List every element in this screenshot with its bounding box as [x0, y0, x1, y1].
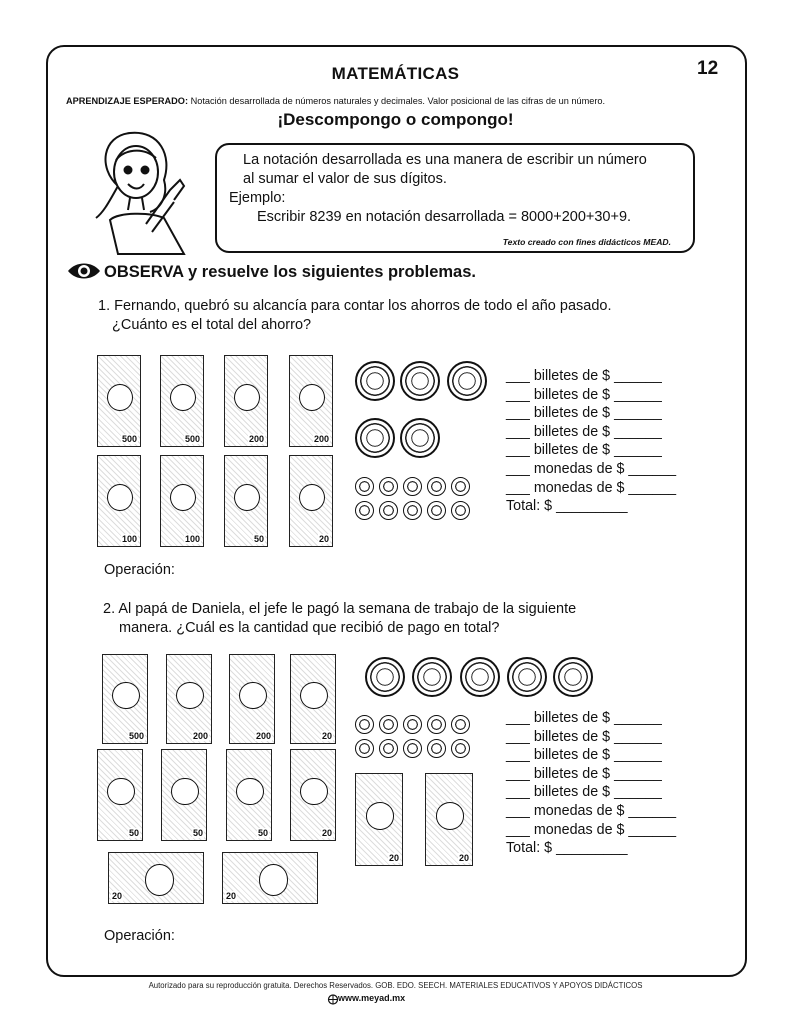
problem-1-operation: Operación: [104, 562, 175, 578]
large-coin-icon [400, 361, 440, 401]
banknote-denomination: 20 [318, 534, 329, 544]
small-coin-icon [355, 477, 374, 496]
small-coin-icon [379, 715, 398, 734]
banknote-denomination: 50 [253, 534, 264, 544]
small-coin-icon [403, 715, 422, 734]
small-coin-icon [355, 739, 374, 758]
large-coin-icon [400, 418, 440, 458]
answer-line[interactable]: ___ billetes de $ ______ [506, 747, 662, 764]
answer-line[interactable]: ___ billetes de $ ______ [506, 728, 662, 745]
banknote-denomination: 50 [257, 828, 268, 838]
banknote-200 [166, 654, 212, 744]
small-coin-icon [403, 477, 422, 496]
banknote-200 [224, 355, 268, 447]
banknote-denomination: 100 [184, 534, 200, 544]
answer-line[interactable]: ___ billetes de $ ______ [506, 765, 662, 782]
problem-2-operation: Operación: [104, 928, 175, 944]
banknote-denomination: 200 [248, 434, 264, 444]
info-example: Escribir 8239 en notación desarrollada = 8000+200+30+9. [257, 209, 632, 225]
large-coin-icon [553, 657, 593, 697]
small-coin-icon [355, 501, 374, 520]
small-coin-icon [379, 477, 398, 496]
problem-1-line-1: 1. Fernando, quebró su alcancía para contar los ahorros de todo el año pasado. [98, 298, 612, 314]
answer-line[interactable]: ___ monedas de $ ______ [506, 821, 677, 838]
banknote-denomination: 500 [121, 434, 137, 444]
small-coin-icon [451, 477, 470, 496]
banknote-500 [102, 654, 148, 744]
banknote-denomination: 20 [321, 731, 332, 741]
portrait-icon [300, 682, 328, 709]
small-coin-icon [355, 715, 374, 734]
info-credit: Texto creado con fines didácticos MEAD. [502, 237, 671, 247]
info-box [215, 143, 695, 253]
banknote-denomination: 20 [388, 853, 399, 863]
answer-line[interactable]: ___ billetes de $ ______ [506, 368, 662, 384]
banknote-50 [226, 749, 272, 841]
portrait-icon [176, 682, 204, 709]
small-coin-icon [403, 739, 422, 758]
small-coin-icon [451, 739, 470, 758]
banknote-denomination: 200 [313, 434, 329, 444]
page-number: 12 [697, 58, 719, 79]
banknote-50 [224, 455, 268, 547]
info-line-1: La notación desarrollada es una manera de escribir un número [243, 152, 647, 168]
banknote-20 [290, 654, 336, 744]
page-title: MATEMÁTICAS [331, 64, 460, 83]
problem-2-answers [506, 709, 676, 858]
portrait-icon [112, 682, 140, 709]
portrait-icon [236, 778, 264, 806]
website-link[interactable]: www.meyad.mx [338, 993, 406, 1003]
small-coin-icon [427, 477, 446, 496]
portrait-icon [234, 484, 260, 512]
problem-2-line-2: manera. ¿Cuál es la cantidad que recibió de pago en total? [119, 620, 500, 636]
lesson-subtitle: ¡Descompongo o compongo! [277, 110, 514, 129]
answer-line[interactable]: ___ billetes de $ ______ [506, 423, 662, 440]
small-coin-icon [451, 501, 470, 520]
banknote-50 [161, 749, 207, 841]
portrait-icon [436, 802, 465, 830]
banknote-100 [97, 455, 141, 547]
banknote-denomination: 20 [226, 891, 237, 901]
banknote-denomination: 100 [121, 534, 137, 544]
info-line-2: al sumar el valor de sus dígitos. [243, 171, 447, 187]
portrait-icon [300, 778, 328, 806]
large-coin-icon [355, 361, 395, 401]
banknote-20 [222, 852, 318, 904]
portrait-icon [107, 484, 133, 512]
small-coin-icon [451, 715, 470, 734]
banknote-denomination: 20 [321, 828, 332, 838]
expected-learning-label: APRENDIZAJE ESPERADO: [66, 96, 189, 106]
banknote-20 [425, 773, 473, 866]
banknote-500 [160, 355, 204, 447]
banknote-50 [97, 749, 143, 841]
portrait-icon [107, 384, 133, 412]
portrait-icon [170, 384, 196, 412]
expected-learning [66, 96, 605, 106]
banknote-200 [229, 654, 275, 744]
banknote-denomination: 500 [128, 731, 144, 741]
banknote-100 [160, 455, 204, 547]
eye-icon [66, 261, 102, 281]
answer-line[interactable]: ___ billetes de $ ______ [506, 405, 662, 422]
small-coin-icon [427, 715, 446, 734]
answer-line[interactable]: ___ billetes de $ ______ [506, 386, 662, 403]
banknote-denomination: 200 [192, 731, 208, 741]
instruction: OBSERVA y resuelve los siguientes problemas. [104, 263, 476, 281]
portrait-icon [299, 384, 325, 412]
answer-line[interactable]: ___ billetes de $ ______ [506, 442, 662, 459]
portrait-icon [107, 778, 135, 806]
banknote-20 [289, 455, 333, 547]
portrait-icon [259, 864, 288, 895]
banknote-200 [289, 355, 333, 447]
portrait-icon [299, 484, 325, 512]
small-coin-icon [427, 501, 446, 520]
banknote-denomination: 20 [458, 853, 469, 863]
large-coin-icon [447, 361, 487, 401]
answer-line[interactable]: ___ monedas de $ ______ [506, 479, 677, 496]
problem-1-answers [506, 367, 676, 516]
banknote-20 [108, 852, 204, 904]
large-coin-icon [365, 657, 405, 697]
answer-line[interactable]: ___ billetes de $ ______ [506, 784, 662, 801]
portrait-icon [239, 682, 267, 709]
girl-illustration [88, 128, 208, 256]
banknote-20 [355, 773, 403, 866]
total-line[interactable]: Total: $ _________ [506, 840, 628, 857]
info-example-label: Ejemplo: [229, 190, 286, 206]
total-line[interactable]: Total: $ _________ [506, 498, 628, 515]
problem-1-line-2: ¿Cuánto es el total del ahorro? [112, 317, 312, 333]
large-coin-icon [507, 657, 547, 697]
small-coin-icon [379, 739, 398, 758]
banknote-20 [290, 749, 336, 841]
expected-learning-text: Notación desarrollada de números naturales y decimales. Valor posicional de las cifras de un número. [188, 96, 606, 106]
portrait-icon [171, 778, 199, 806]
large-coin-icon [355, 418, 395, 458]
banknote-500 [97, 355, 141, 447]
banknote-denomination: 50 [192, 828, 203, 838]
portrait-icon [234, 384, 260, 412]
small-coin-icon [403, 501, 422, 520]
large-coin-icon [412, 657, 452, 697]
banknote-denomination: 200 [255, 731, 271, 741]
banknote-denomination: 500 [184, 434, 200, 444]
small-coin-icon [379, 501, 398, 520]
portrait-icon [170, 484, 196, 512]
problem-2-line-1: 2. Al papá de Daniela, el jefe le pagó la semana de trabajo de la siguiente [103, 601, 577, 617]
banknote-denomination: 20 [112, 891, 123, 901]
small-coin-icon [427, 739, 446, 758]
answer-line[interactable]: ___ monedas de $ ______ [506, 802, 677, 819]
banknote-denomination: 50 [128, 828, 139, 838]
portrait-icon [366, 802, 395, 830]
footer-notice: Autorizado para su reproducción gratuita. Derechos Reservados. GOB. EDO. SEECH. MATERIALES EDUCATIVOS Y APOYOS DIDÁCTICOS [148, 981, 643, 990]
answer-line[interactable]: ___ billetes de $ ______ [506, 710, 662, 726]
large-coin-icon [460, 657, 500, 697]
portrait-icon [145, 864, 174, 895]
answer-line[interactable]: ___ monedas de $ ______ [506, 460, 677, 477]
